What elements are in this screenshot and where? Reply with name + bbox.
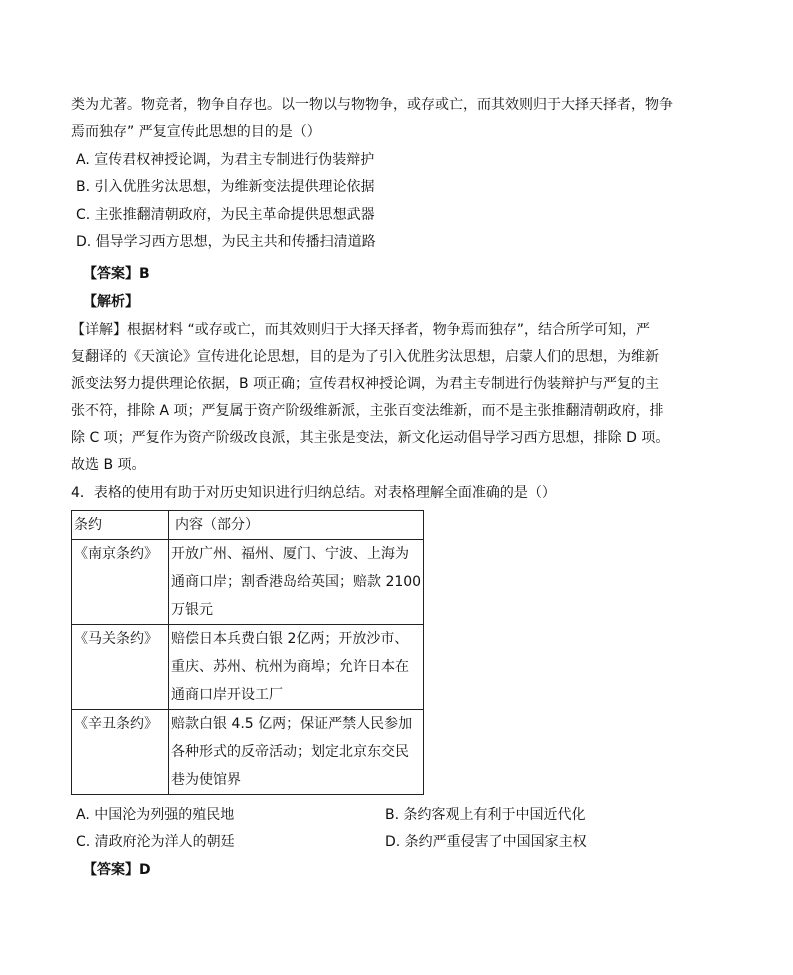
q3-detail-line-2: 复翻译的《天演论》宣传进化论思想，目的是为了引入优胜劣汰思想，启蒙人们的思想，为维新 [71, 349, 659, 365]
q3-detail-line-6: 故选 B 项。 [71, 457, 146, 473]
header-treaty: 条约 [72, 511, 169, 540]
treaty-content [169, 540, 424, 625]
header-content-label: 内容（部分） [175, 517, 259, 533]
treaty-content [169, 625, 424, 710]
q3-answer: 【答案】B [83, 266, 150, 282]
table-row [72, 710, 424, 795]
content-line: 通商口岸；割香港岛给英国；赔款 2100 [171, 574, 422, 590]
content-line: 重庆、苏州、杭州为商埠；允许日本在 [171, 659, 409, 675]
q3-option-b: B. 引入优胜劣汰思想，为维新变法提供理论依据 [76, 179, 375, 195]
q3-detail-line-4: 张不符，排除 A 项；严复属于资产阶级维新派，主张百变法维新，而不是主张推翻清朝政府，排 [71, 403, 664, 419]
q4-option-b: B. 条约客观上有利于中国近代化 [385, 807, 586, 823]
q4-option-c: C. 清政府沦为洋人的朝廷 [76, 834, 235, 850]
content-line: 赔款白银 4.5 亿两；保证严禁人民参加 [171, 716, 413, 732]
q3-detail-line-5: 除 C 项；严复作为资产阶级改良派，其主张是变法，新文化运动倡导学习西方思想，排除 D 项。 [71, 430, 670, 446]
q3-option-a: A. 宣传君权神授论调，为君主专制进行伪装辩护 [76, 152, 375, 168]
header-content [169, 511, 424, 540]
content-line: 开放广州、福州、厦门、宁波、上海为 [171, 546, 409, 562]
table-header-row [72, 511, 424, 540]
treaty-name: 《辛丑条约》 [72, 710, 169, 795]
q4-stem: 4．表格的使用有助于对历史知识进行归纳总结。对表格理解全面准确的是（） [71, 485, 556, 501]
treaty-table [71, 510, 424, 795]
q3-stem-line-2: 焉而独存” 严复宣传此思想的目的是（） [71, 124, 321, 140]
content-line: 各种形式的反帝活动；划定北京东交民 [171, 744, 409, 760]
q4-option-a: A. 中国沦为列强的殖民地 [76, 807, 235, 823]
content-line: 赔偿日本兵费白银 2亿两；开放沙市、 [171, 631, 409, 647]
table-row [72, 625, 424, 710]
content-line: 万银元 [171, 602, 213, 618]
content-line: 通商口岸开设工厂 [171, 687, 283, 703]
q3-detail-line-3: 派变法努力提供理论依据，B 项正确；宣传君权神授论调，为君主专制进行伪装辩护与严复的主 [71, 376, 660, 392]
q3-detail-line-1: 【详解】根据材料 “或存或亡，而其效则归于大择天择者，物争焉而独存”，结合所学可知，严 [71, 322, 650, 338]
q4-option-d: D. 条约严重侵害了中国国家主权 [385, 834, 587, 850]
q3-stem-line-1: 类为尤著。物竞者，物争自存也。以一物以与物物争，或存或亡，而其效则归于大择天择者，物争 [71, 97, 673, 113]
q3-option-c: C. 主张推翻清朝政府，为民主革命提供思想武器 [76, 207, 375, 223]
q4-answer: 【答案】D [83, 862, 151, 878]
treaty-name: 《南京条约》 [72, 540, 169, 625]
content-line: 巷为使馆界 [171, 772, 241, 788]
q3-option-d: D. 倡导学习西方思想，为民主共和传播扫清道路 [76, 234, 376, 250]
q3-analysis-label: 【解析】 [83, 294, 139, 310]
treaty-content [169, 710, 424, 795]
table-row [72, 540, 424, 625]
treaty-name: 《马关条约》 [72, 625, 169, 710]
